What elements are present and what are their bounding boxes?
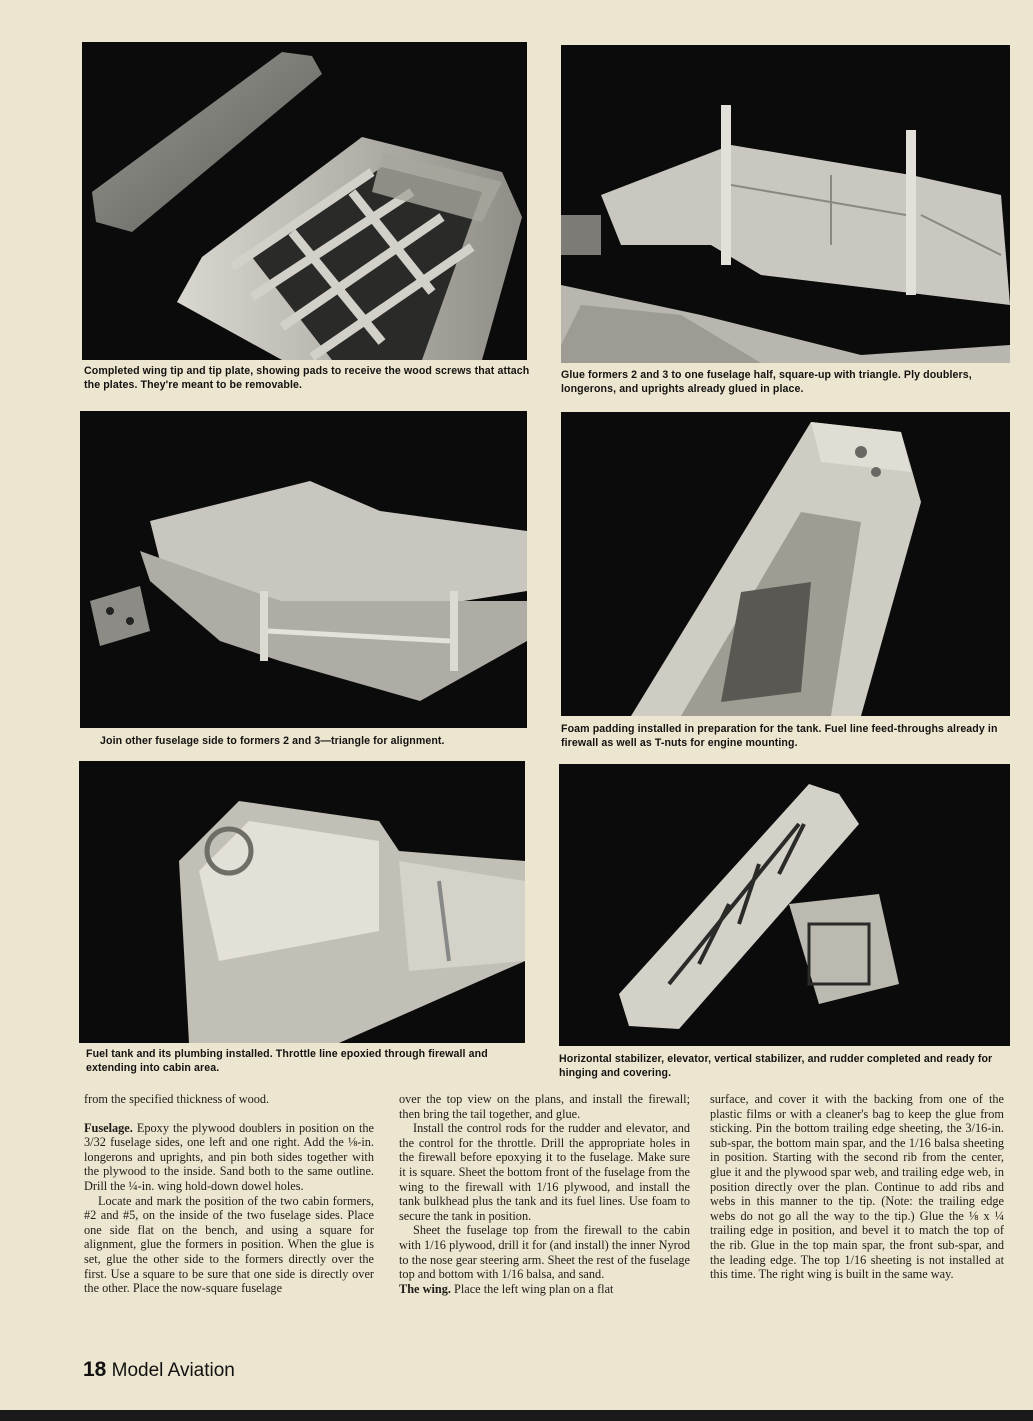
wing-tip-illustration	[82, 42, 527, 360]
photo-fuselage-join	[80, 411, 527, 728]
magazine-name: Model Aviation	[111, 1360, 235, 1381]
article-column-2	[399, 1092, 690, 1296]
article-column-3	[710, 1092, 1004, 1282]
photo-wing-tip	[82, 42, 527, 360]
photo-fuel-tank	[79, 761, 525, 1043]
caption-wing-tip: Completed wing tip and tip plate, showing pads to receive the wood screws that attach the plates. They're meant to be removable.	[84, 365, 530, 391]
paragraph-fuselage-text: Epoxy the plywood doublers in position on the 3/32 fuselage sides, one left and one right. Add the ⅛-in. longerons and uprights, and pin both sides together with the plywood to the inside. Sand both to the same outline. Drill the ¼-in. wing hold-down dowel holes.	[84, 1120, 374, 1193]
photo-foam-padding	[561, 412, 1010, 716]
heading-wing: The wing.	[399, 1281, 451, 1296]
paragraph-sheeting: Sheet the fuselage top from the firewall to the cabin with 1/16 plywood, drill it for (and install) the inner Nyrod to the nose gear steering arm. Sheet the rest of the fuselage top and bottom with 1/16 balsa, and sand.	[399, 1223, 690, 1282]
paragraph-firewall: over the top view on the plans, and install the firewall; then bring the tail together, and glue.	[399, 1092, 690, 1121]
page-bottom-edge	[0, 1410, 1033, 1421]
caption-foam-padding: Foam padding installed in preparation for the tank. Fuel line feed-throughs already in firewall as well as T-nuts for engine mounting.	[561, 723, 998, 749]
page-number: 18	[83, 1358, 107, 1381]
photo-fuselage-half	[561, 45, 1010, 363]
foam-padding-illustration	[561, 412, 1010, 716]
fuselage-join-illustration	[80, 411, 527, 728]
paragraph-fuselage	[84, 1121, 374, 1194]
tail-surfaces-illustration	[559, 764, 1010, 1046]
paragraph-wing	[399, 1282, 690, 1297]
fuel-tank-illustration	[79, 761, 525, 1043]
page-folio	[83, 1358, 235, 1382]
paragraph-wing-build: surface, and cover it with the backing from one of the plastic films or with a cleaner's bag to keep the glue from sticking. Pin the bottom trailing edge sheeting, the 3/16-in. sub-spar, the bottom main spar, and the 1/16 balsa sheeting in position. Starting with the second rib from the center, glue it and the plywood spar web, and trailing edge web, in position directly over the plan. Continue to add ribs and webs in this manner to the tip. (Note: the trailing edge webs do not go all the way to the tip.) Glue the ⅛ x ¼ trailing edge in position, and bevel it to match the top of the rib. Glue in the top main spar, the front sub-spar, and the leading edge. The top 1/16 sheeting is not installed at this time. The right wing is built in the same way.	[710, 1092, 1004, 1282]
caption-fuselage-join: Join other fuselage side to formers 2 and 3—triangle for alignment.	[100, 735, 445, 747]
article-column-1	[84, 1092, 374, 1296]
paragraph-intro: from the specified thickness of wood.	[84, 1092, 270, 1106]
paragraph-wing-text: Place the left wing plan on a flat	[450, 1281, 614, 1296]
caption-fuselage-half: Glue formers 2 and 3 to one fuselage half, square-up with triangle. Ply doublers, longerons, and uprights already glued in place.	[561, 369, 972, 395]
paragraph-control-rods: Install the control rods for the rudder and elevator, and the control for the throttle. Drill the appropriate holes in the firewall before epoxying it to the fuselage. Make sure it is square. Sheet the bottom front of the fuselage from the wing to the firewall with 1/16 plywood, and install the tank bulkhead plus the tank and its fuel lines. Use foam to secure the tank in position.	[399, 1121, 690, 1223]
caption-fuel-tank: Fuel tank and its plumbing installed. Throttle line epoxied through firewall and extending into cabin area.	[86, 1048, 488, 1074]
caption-tail-surfaces: Horizontal stabilizer, elevator, vertical stabilizer, and rudder completed and ready for hinging and covering.	[559, 1053, 993, 1079]
paragraph-cabin-formers: Locate and mark the position of the two cabin formers, #2 and #5, on the inside of the two fuselage sides. Place one side flat on the bench, and using a square for alignment, glue the formers in position. When the glue is set, glue the other side to the formers directly over the first. Use a square to be sure that one side is directly over the other. Place the now-square fuselage	[84, 1193, 374, 1296]
heading-fuselage: Fuselage.	[84, 1120, 133, 1135]
photo-tail-surfaces	[559, 764, 1010, 1046]
fuselage-half-illustration	[561, 45, 1010, 363]
